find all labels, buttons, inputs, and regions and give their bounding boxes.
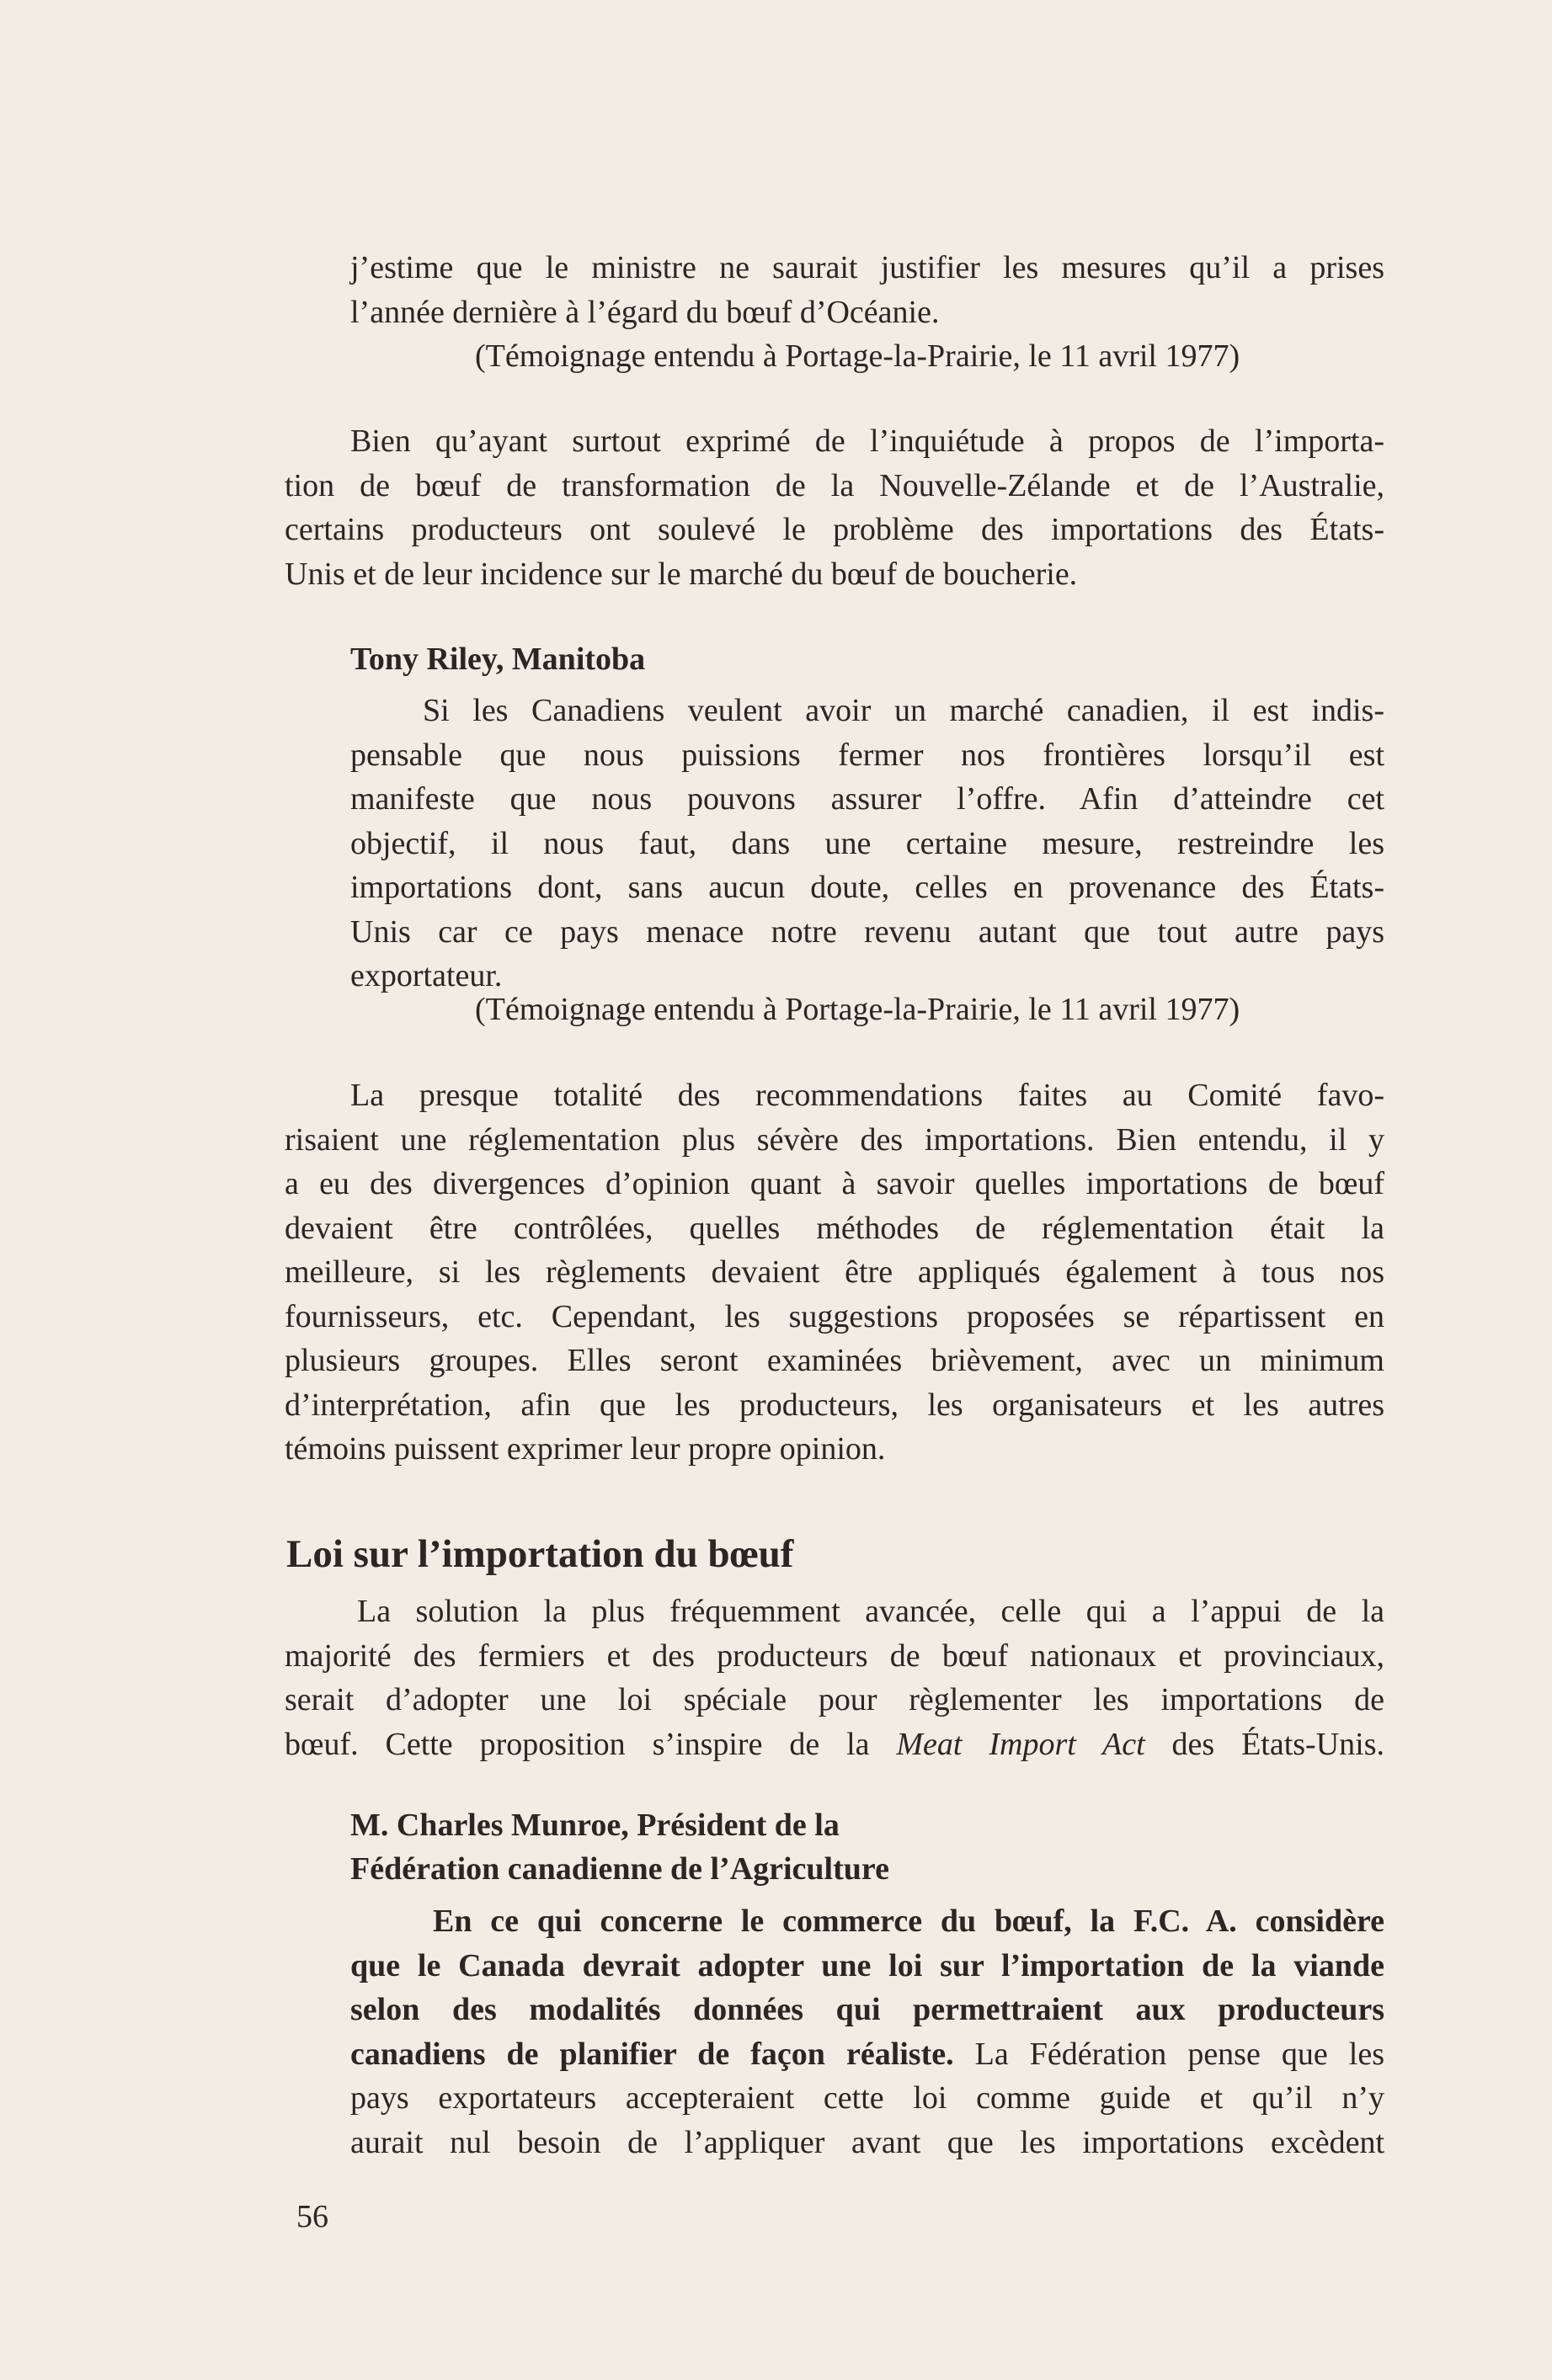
- paragraph-line: La solution la plus fréquemment avancée, celle qui a l’appui de la: [357, 1594, 1384, 1629]
- body-paragraph: [285, 419, 1384, 596]
- quote-line: importations dont, sans aucun doute, celles en provenance des États-: [350, 870, 1384, 905]
- quote-line: l’année dernière à l’égard du bœuf d’Océanie.: [350, 294, 940, 330]
- body-paragraph: [285, 1589, 1384, 1766]
- paragraph-line: majorité des fermiers et des producteurs de bœuf nationaux et provinciaux,: [285, 1637, 1384, 1674]
- quote-line: manifeste que nous pouvons assurer l’offre. Afin d’atteindre cet: [350, 781, 1384, 817]
- quote-line: En ce qui concerne le commerce du bœuf, la F.C. A. considère: [433, 1903, 1384, 1939]
- paragraph-line: d’interprétation, afin que les producteurs, les organisateurs et les autres: [285, 1387, 1384, 1423]
- paragraph-line: certains producteurs ont soulevé le problème des importations des États-: [285, 512, 1384, 547]
- text-run: des États-Unis.: [1144, 1726, 1384, 1762]
- quote-line: que le Canada devrait adopter une loi sur l’importation de la viande: [350, 1947, 1384, 1983]
- paragraph-line: plusieurs groupes. Elles seront examinées brièvement, avec un minimum: [285, 1343, 1384, 1378]
- quote-block: [350, 689, 1384, 998]
- speaker-name: M. Charles Munroe, Président de la: [350, 1808, 840, 1843]
- speaker-name: Tony Riley, Manitoba: [350, 642, 646, 677]
- text-run: La Fédération pense que les: [953, 2036, 1384, 2072]
- paragraph-line: Bien qu’ayant surtout exprimé de l’inquiétude à propos de l’importa-: [350, 423, 1384, 459]
- quote-line: Si les Canadiens veulent avoir un marché canadien, il est indis-: [423, 693, 1384, 728]
- paragraph-line: meilleure, si les règlements devaient être appliqués également à tous nos: [285, 1254, 1384, 1290]
- paragraph-line: témoins puissent exprimer leur propre opinion.: [285, 1431, 886, 1467]
- paragraph-line: serait d’adopter une loi spéciale pour règlementer les importations de: [285, 1682, 1384, 1717]
- quote-line: pensable que nous puissions fermer nos frontières lorsqu’il est: [350, 737, 1384, 773]
- quote-line: j’estime que le ministre ne saurait justifier les mesures qu’il a prises: [350, 250, 1384, 285]
- page-number: 56: [296, 2199, 328, 2234]
- paragraph-line: fournisseurs, etc. Cependant, les suggestions proposées se répartissent en: [285, 1298, 1384, 1334]
- body-paragraph: [285, 1073, 1384, 1472]
- speaker-organization: Fédération canadienne de l’Agriculture: [350, 1851, 889, 1887]
- quote-line: [350, 2032, 1384, 2077]
- text-run-bold: canadiens de planifier de façon réaliste.: [350, 2036, 954, 2072]
- paragraph-line: Unis et de leur incidence sur le marché du bœuf de boucherie.: [285, 556, 1078, 592]
- section-heading: Loi sur l’importation du bœuf: [286, 1532, 794, 1576]
- paragraph-line: risaient une réglementation plus sévère des importations. Bien entendu, il y: [285, 1121, 1384, 1158]
- act-title: Meat Import Act: [896, 1726, 1145, 1762]
- paragraph-line: [285, 1722, 1384, 1767]
- paragraph-line: devaient être contrôlées, quelles méthodes de réglementation était la: [285, 1210, 1384, 1246]
- quote-continuation: [350, 246, 1384, 334]
- text-run: bœuf. Cette proposition s’inspire de la: [285, 1726, 897, 1762]
- quote-line: exportateur.: [350, 958, 503, 993]
- paragraph-line: La presque totalité des recommendations faites au Comité favo-: [350, 1078, 1384, 1113]
- quote-block: [350, 1899, 1384, 2164]
- quote-line: aurait nul besoin de l’appliquer avant que les importations excèdent: [350, 2124, 1384, 2160]
- paragraph-line: a eu des divergences d’opinion quant à savoir quelles importations de bœuf: [285, 1166, 1384, 1201]
- quote-line: objectif, il nous faut, dans une certaine mesure, restreindre les: [350, 825, 1384, 861]
- quote-line: pays exportateurs accepteraient cette loi comme guide et qu’il n’y: [350, 2080, 1384, 2116]
- quote-line: selon des modalités données qui permettraient aux producteurs: [350, 1992, 1384, 2027]
- quote-line: Unis car ce pays menace notre revenu autant que tout autre pays: [350, 913, 1384, 950]
- paragraph-line: tion de bœuf de transformation de la Nouvelle-Zélande et de l’Australie,: [285, 467, 1384, 503]
- testimony-attribution: (Témoignage entendu à Portage-la-Prairie, le 11 avril 1977): [475, 992, 1240, 1027]
- testimony-attribution: (Témoignage entendu à Portage-la-Prairie, le 11 avril 1977): [475, 338, 1240, 374]
